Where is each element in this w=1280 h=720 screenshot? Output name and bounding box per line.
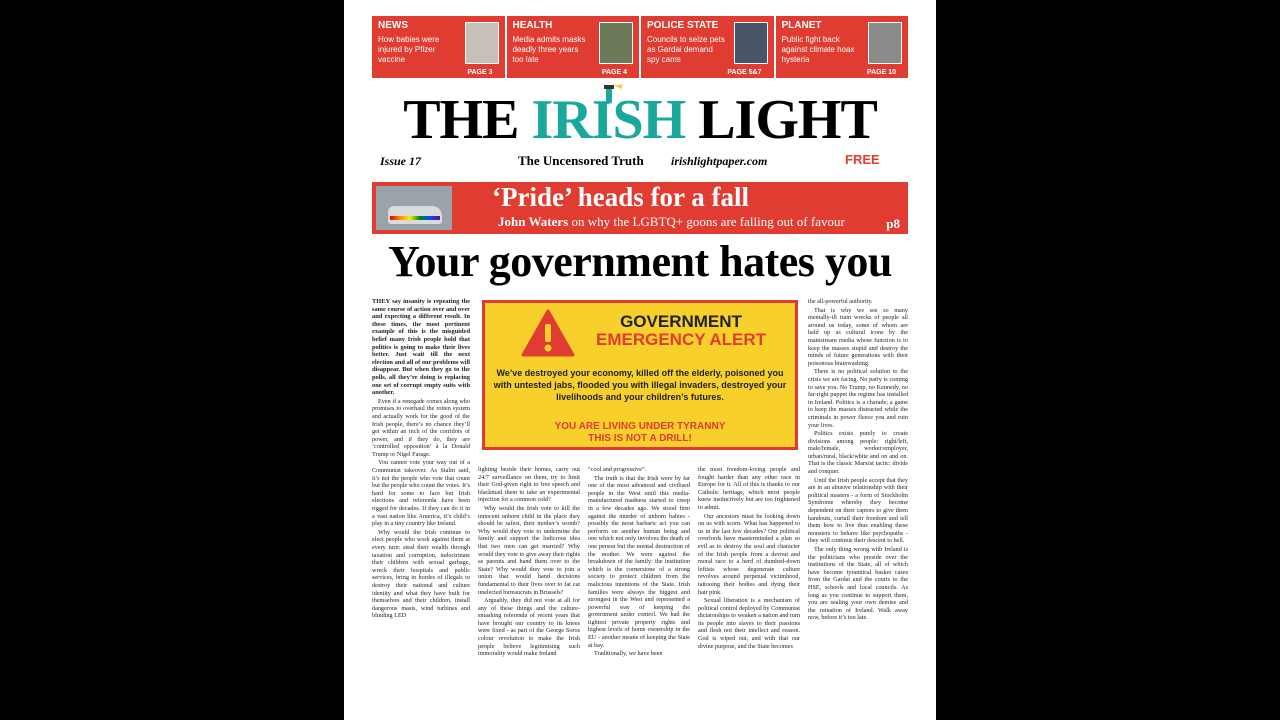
alert-warning-line1: YOU ARE LIVING UNDER TYRANNY [554, 421, 726, 432]
teaser-police-state[interactable] [641, 16, 776, 78]
article-paragraph: Politics exists purely to create divisions among people: right/left, male/female, worker/employer, urban/rural, black/white and on and on. That is the classic Marxist tactic: divide and conquer. [808, 430, 908, 476]
article-paragraph: You cannot vote your way out of a Communist takeover. As Stalin said, it’s not the people who vote that count but the people who count the votes. It’s hard for some to face but Irish elections and referenda have been rigged for decades. If they can do it in a vast nation like America, it’s child’s play in a tiny country like Ireland. [372, 459, 470, 528]
masthead-irish: IRISH [531, 89, 686, 151]
article-paragraph: That is why we see so many mentally-ill train wrecks of people all around us today, some of whom are held up as cultural icons by the mainstream media whose function is to keep the masses stupid and destroy the minds of future generations with their poisonous brainwashing. [808, 306, 908, 367]
article-paragraph: Our ancestors must be looking down on us with scorn. What has happened to us in the last few decades? Our political overlords have masterminded a plan so evil as to destroy the soul and character of the Irish people from a devout and moral race to a herd of dumbed-down leftists whose degenerate culture revolves around perpetual victimhood, tattooing their bodies and dying their hair pink. [698, 512, 800, 596]
teaser-thumbnail [734, 22, 768, 64]
teaser-thumbnail [868, 22, 902, 64]
teaser-planet[interactable] [776, 16, 909, 78]
article-lead: THEY say insanity is repeating the same course of action over and over and expecting a different result. In these times, the most pertinent example of this is the misguided belief many Irish people hold that politics is going to make their lives better. Just wait till the next election and all of our problems will disappear. But when they go to the polls, all they’re doing is replacing one set of corrupt empty suits with another. [372, 298, 470, 397]
masthead [372, 89, 908, 151]
tagline: The Uncensored Truth [518, 153, 644, 168]
teaser-text: Councils to seize pets as Gardai demand spy cams [647, 35, 725, 64]
newspaper-front-page [344, 0, 936, 720]
teaser-health[interactable] [507, 16, 642, 78]
teaser-section: NEWS [378, 20, 408, 31]
article-paragraph: lighting beside their homes, carry out 24/7 surveillance on them, try to limit their God-given right to free speech and blackmail them to take an experimental injection for a common cold? [478, 466, 580, 504]
masthead-light: LIGHT [698, 89, 877, 151]
main-headline: Your government hates you [388, 237, 892, 286]
rainbow-stripe [390, 216, 440, 220]
article-column-2 [478, 466, 580, 720]
masthead-the: THE [403, 89, 519, 151]
article-column-3 [588, 466, 690, 720]
banner-subtitle-text: on why the LGBTQ+ goons are falling out of favour [568, 214, 845, 229]
article-column-5 [808, 298, 908, 720]
car-shape [388, 206, 442, 224]
alert-title: GOVERNMENT [620, 312, 742, 331]
article-paragraph: “cool and progressive”. [588, 466, 647, 473]
teaser-thumbnail [465, 22, 499, 64]
teaser-page: PAGE 3 [467, 69, 493, 76]
article-paragraph: Sexual liberation is a mechanism of political control deployed by Communist dictatorships to weaken a nation and turn its people into slaves to their passions and flesh not their intellect and reason. God is wiped out, and with that our divine purpose, and the State becomes [698, 597, 800, 650]
teaser-section: HEALTH [512, 20, 553, 31]
teaser-strip [372, 16, 908, 78]
article-paragraph: the all-powerful authority. [808, 298, 873, 305]
alert-warning [491, 421, 789, 445]
teaser-section: PLANET [781, 20, 822, 31]
price-label: FREE [845, 152, 880, 167]
teaser-section: POLICE STATE [647, 20, 719, 31]
teaser-news[interactable] [372, 16, 507, 78]
issue-number: Issue 17 [380, 154, 422, 168]
alert-warning-line2: THIS IS NOT A DRILL! [588, 433, 692, 444]
teaser-page: PAGE 4 [601, 69, 627, 76]
article-paragraph: Even if a renegade comes along who promises to overhaul the rotten system and actually work for the good of the Irish people, there’s no chance they’ll get within an inch of the corridors of power, and if they do, they are ‘controlled opposition’ à la Donald Trump or Nigel Farage. [372, 397, 470, 458]
banner-headline: ‘Pride’ heads for a fall [492, 182, 749, 212]
alert-body: We’ve destroyed your economy, killed off the elderly, poisoned you with untested jabs, flooded you with illegal invaders, destroyed your livelihoods and your children’s futures. [493, 368, 787, 402]
article-paragraph: The truth is that the Irish were by far one of the most advanced and civilised people in the West until this media-manufactured madness started to creep in a few decades ago. We stood firm against the murder of unborn babies - possibly the most barbaric act you can perform on another human being and one which not only involves the death of one person but the mental destruction of the mother. We were against the breakdown of the family: the institution which is the cornerstone of a strong society to protect children from the malicious intentions of the State. Irish families were always the biggest and strongest in the West and represented a powerful way of keeping the government under control. We had the tightest private property rights and highest levels of home ownership in the EU - another means of keeping the State at bay. [588, 474, 690, 649]
teaser-thumbnail [599, 22, 633, 64]
teaser-text: Public fight back against climate hoax hysteria [781, 35, 855, 64]
warning-triangle-icon [521, 309, 575, 357]
article-paragraph: Arguably, they did not vote at all for any of these things and the culture-smashing referenda of recent years that have brought our country to its knees were fixed - as part of the George Soros colour revolution to make the Irish people believe legitimising such immorality would make Ireland [478, 597, 580, 658]
teaser-text: Media admits masks deadly three years too late [512, 35, 586, 64]
article-paragraph: Traditionally, we have been [594, 650, 663, 658]
article-column-1 [372, 298, 470, 720]
website-link[interactable]: irishlightpaper.com [671, 154, 768, 168]
article-paragraph: There is no political solution to the crisis we are facing. No party is coming to save you. No Trump, no Kennedy, no far-right puppet the regime has installed in Ireland. Politics is a charade; a game to keep the masses distracted while the criminals in power fleece you and ruin your lives. [808, 368, 908, 429]
emergency-alert-box [482, 300, 798, 450]
alert-subtitle: EMERGENCY ALERT [595, 330, 767, 349]
teaser-page: PAGE 10 [866, 69, 896, 76]
teaser-text: How babies were injured by Pfizer vaccine [378, 35, 440, 64]
banner-author: John Waters [498, 214, 569, 229]
article-paragraph: Why would the Irish vote to kill the innocent unborn child in the place they should be safest, their mother’s womb? Why would they vote to undermine the family and support the ludicrous idea that two men can get married? Why would they vote to give away their rights as parents and hand them over to the State? Why would they vote to join a union that would hand decisions fundamental to their lives over to fat cat unelected bureaucrats in Brussels? [478, 504, 580, 596]
article-paragraph: Why would the Irish continue to elect people who work against them at every turn: steal their wealth through taxation and corruption, indoctrinate their children with sexual garbage, wreck their hospitals and public services, bring in hordes of illegals to destroy their national and culture identity and what they have built for themselves and their children, install dangerous masts, wind turbines and blinding LED [372, 528, 470, 620]
pride-banner[interactable] [372, 182, 908, 234]
teaser-page: PAGE 5&7 [727, 69, 762, 76]
banner-page: p8 [886, 216, 900, 231]
article-paragraph: Until the Irish people accept that they are in an abusive relationship with their political masters - a form of Stockholm Syndrome whereby they become dependent on their captors to give them handouts, curtail their freedom and tell them how to live thus enabling these monsters to behave like psychopaths - they will continue their descent to hell. [808, 476, 908, 545]
article-paragraph: The only thing wrong with Ireland is the politicians who preside over the institutions of the State, all of which have become tyrannical basket cases from the Gardai and the courts to the HSE, schools and local councils. As long as you continue to support them, you are sealing your own demise and the ruination of Ireland. Walk away now, before it’s too late. [808, 546, 908, 622]
banner-photo [376, 186, 452, 230]
article-paragraph: the most freedom-loving people and fought harder than any other race in Europe for it. All of this is thanks to our Catholic heritage, which most people knew instinctively but are too frightened to admit. [698, 466, 800, 511]
banner-subtitle [498, 214, 845, 230]
article-column-4 [698, 466, 800, 720]
